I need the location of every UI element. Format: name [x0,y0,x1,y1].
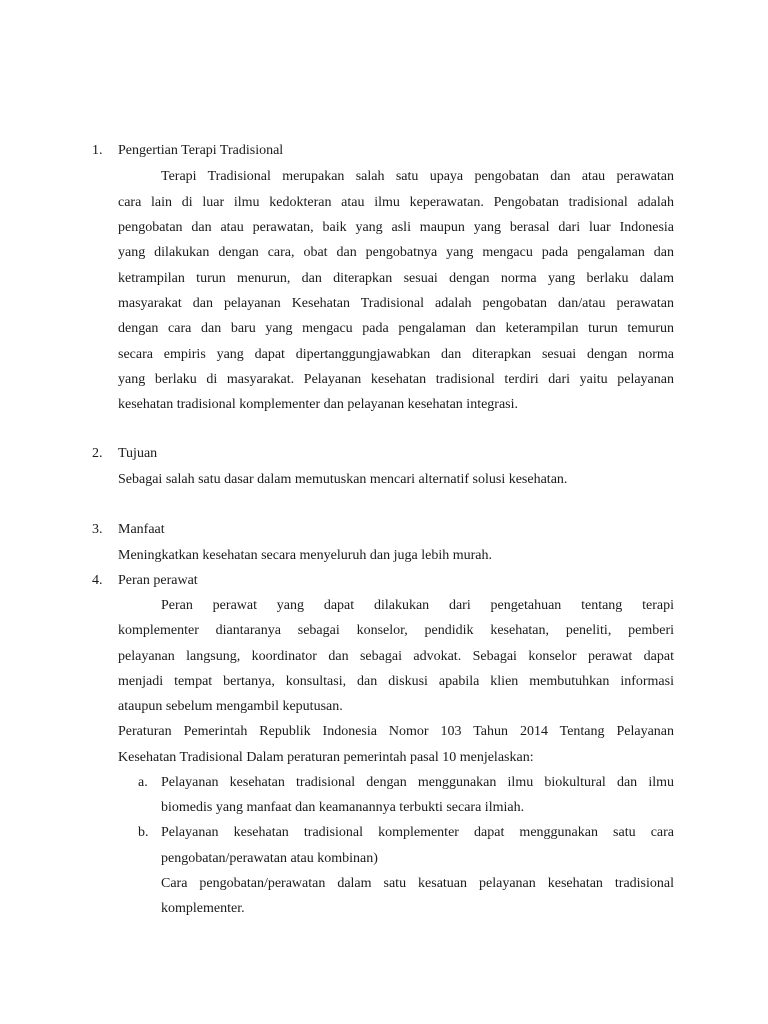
section-number: 4. [92,573,103,588]
section-title: Manfaat [118,522,165,537]
subitem-letter: a. [138,775,148,790]
subitem-letter: b. [138,825,149,840]
section-number: 1. [92,143,103,158]
paragraph-line: masyarakat dan pelayanan Kesehatan Tradisional adalah pengobatan dan/atau perawatan [118,296,674,311]
paragraph-line: Sebagai salah satu dasar dalam memutuskan mencari alternatif solusi kesehatan. [118,472,568,487]
paragraph-line: Kesehatan Tradisional Dalam peraturan pemerintah pasal 10 menjelaskan: [118,750,534,765]
paragraph-line: pengobatan dan atau perawatan, baik yang asli maupun yang berasal dari luar Indonesia [118,220,674,235]
paragraph-line: Peraturan Pemerintah Republik Indonesia Nomor 103 Tahun 2014 Tentang Pelayanan [118,724,674,739]
paragraph-line: yang dilakukan dengan cara, obat dan pengobatnya yang mengacu pada pengalaman dan [118,245,674,260]
paragraph-line: dengan cara dan baru yang mengacu pada pengalaman dan keterampilan turun temurun [118,321,674,336]
subitem-line: pengobatan/perawatan atau kombinan) [161,851,378,866]
paragraph-line: Meningkatkan kesehatan secara menyeluruh dan juga lebih murah. [118,548,492,563]
section-title: Pengertian Terapi Tradisional [118,143,284,158]
section-number: 2. [92,446,103,461]
paragraph-line: yang berlaku di masyarakat. Pelayanan kesehatan tradisional terdiri dari yaitu pelayanan [118,372,674,387]
paragraph-line: ataupun sebelum mengambil keputusan. [118,699,343,714]
paragraph-line: pelayanan langsung, koordinator dan sebagai advokat. Sebagai konselor perawat dapat [118,649,674,664]
paragraph-line: ketrampilan turun menurun, dan diterapkan sesuai dengan norma yang berlaku dalam [118,271,674,286]
section-title: Peran perawat [118,573,198,588]
subitem-line: Cara pengobatan/perawatan dalam satu kesatuan pelayanan kesehatan tradisional [161,876,674,891]
paragraph-line: cara lain di luar ilmu kedokteran atau ilmu keperawatan. Pengobatan tradisional adalah [118,195,674,210]
paragraph-line: kesehatan tradisional komplementer dan pelayanan kesehatan integrasi. [118,397,519,412]
subitem-line: Pelayanan kesehatan tradisional dengan menggunakan ilmu biokultural dan ilmu [161,775,674,790]
subitem-line: biomedis yang manfaat dan keamanannya terbukti secara ilmiah. [161,800,525,815]
paragraph-line: Terapi Tradisional merupakan salah satu upaya pengobatan dan atau perawatan [161,169,674,184]
section-title: Tujuan [118,446,158,461]
paragraph-line: menjadi tempat bertanya, konsultasi, dan diskusi apabila klien membutuhkan informasi [118,674,674,689]
paragraph-line: secara empiris yang dapat dipertanggungjawabkan dan diterapkan sesuai dengan norma [118,347,674,362]
section-number: 3. [92,522,103,537]
subitem-line: Pelayanan kesehatan tradisional komplementer dapat menggunakan satu cara [161,825,674,840]
paragraph-line: Peran perawat yang dapat dilakukan dari pengetahuan tentang terapi [161,598,674,613]
paragraph-line: komplementer diantaranya sebagai konselor, pendidik kesehatan, peneliti, pemberi [118,623,674,638]
subitem-line: komplementer. [161,901,245,916]
